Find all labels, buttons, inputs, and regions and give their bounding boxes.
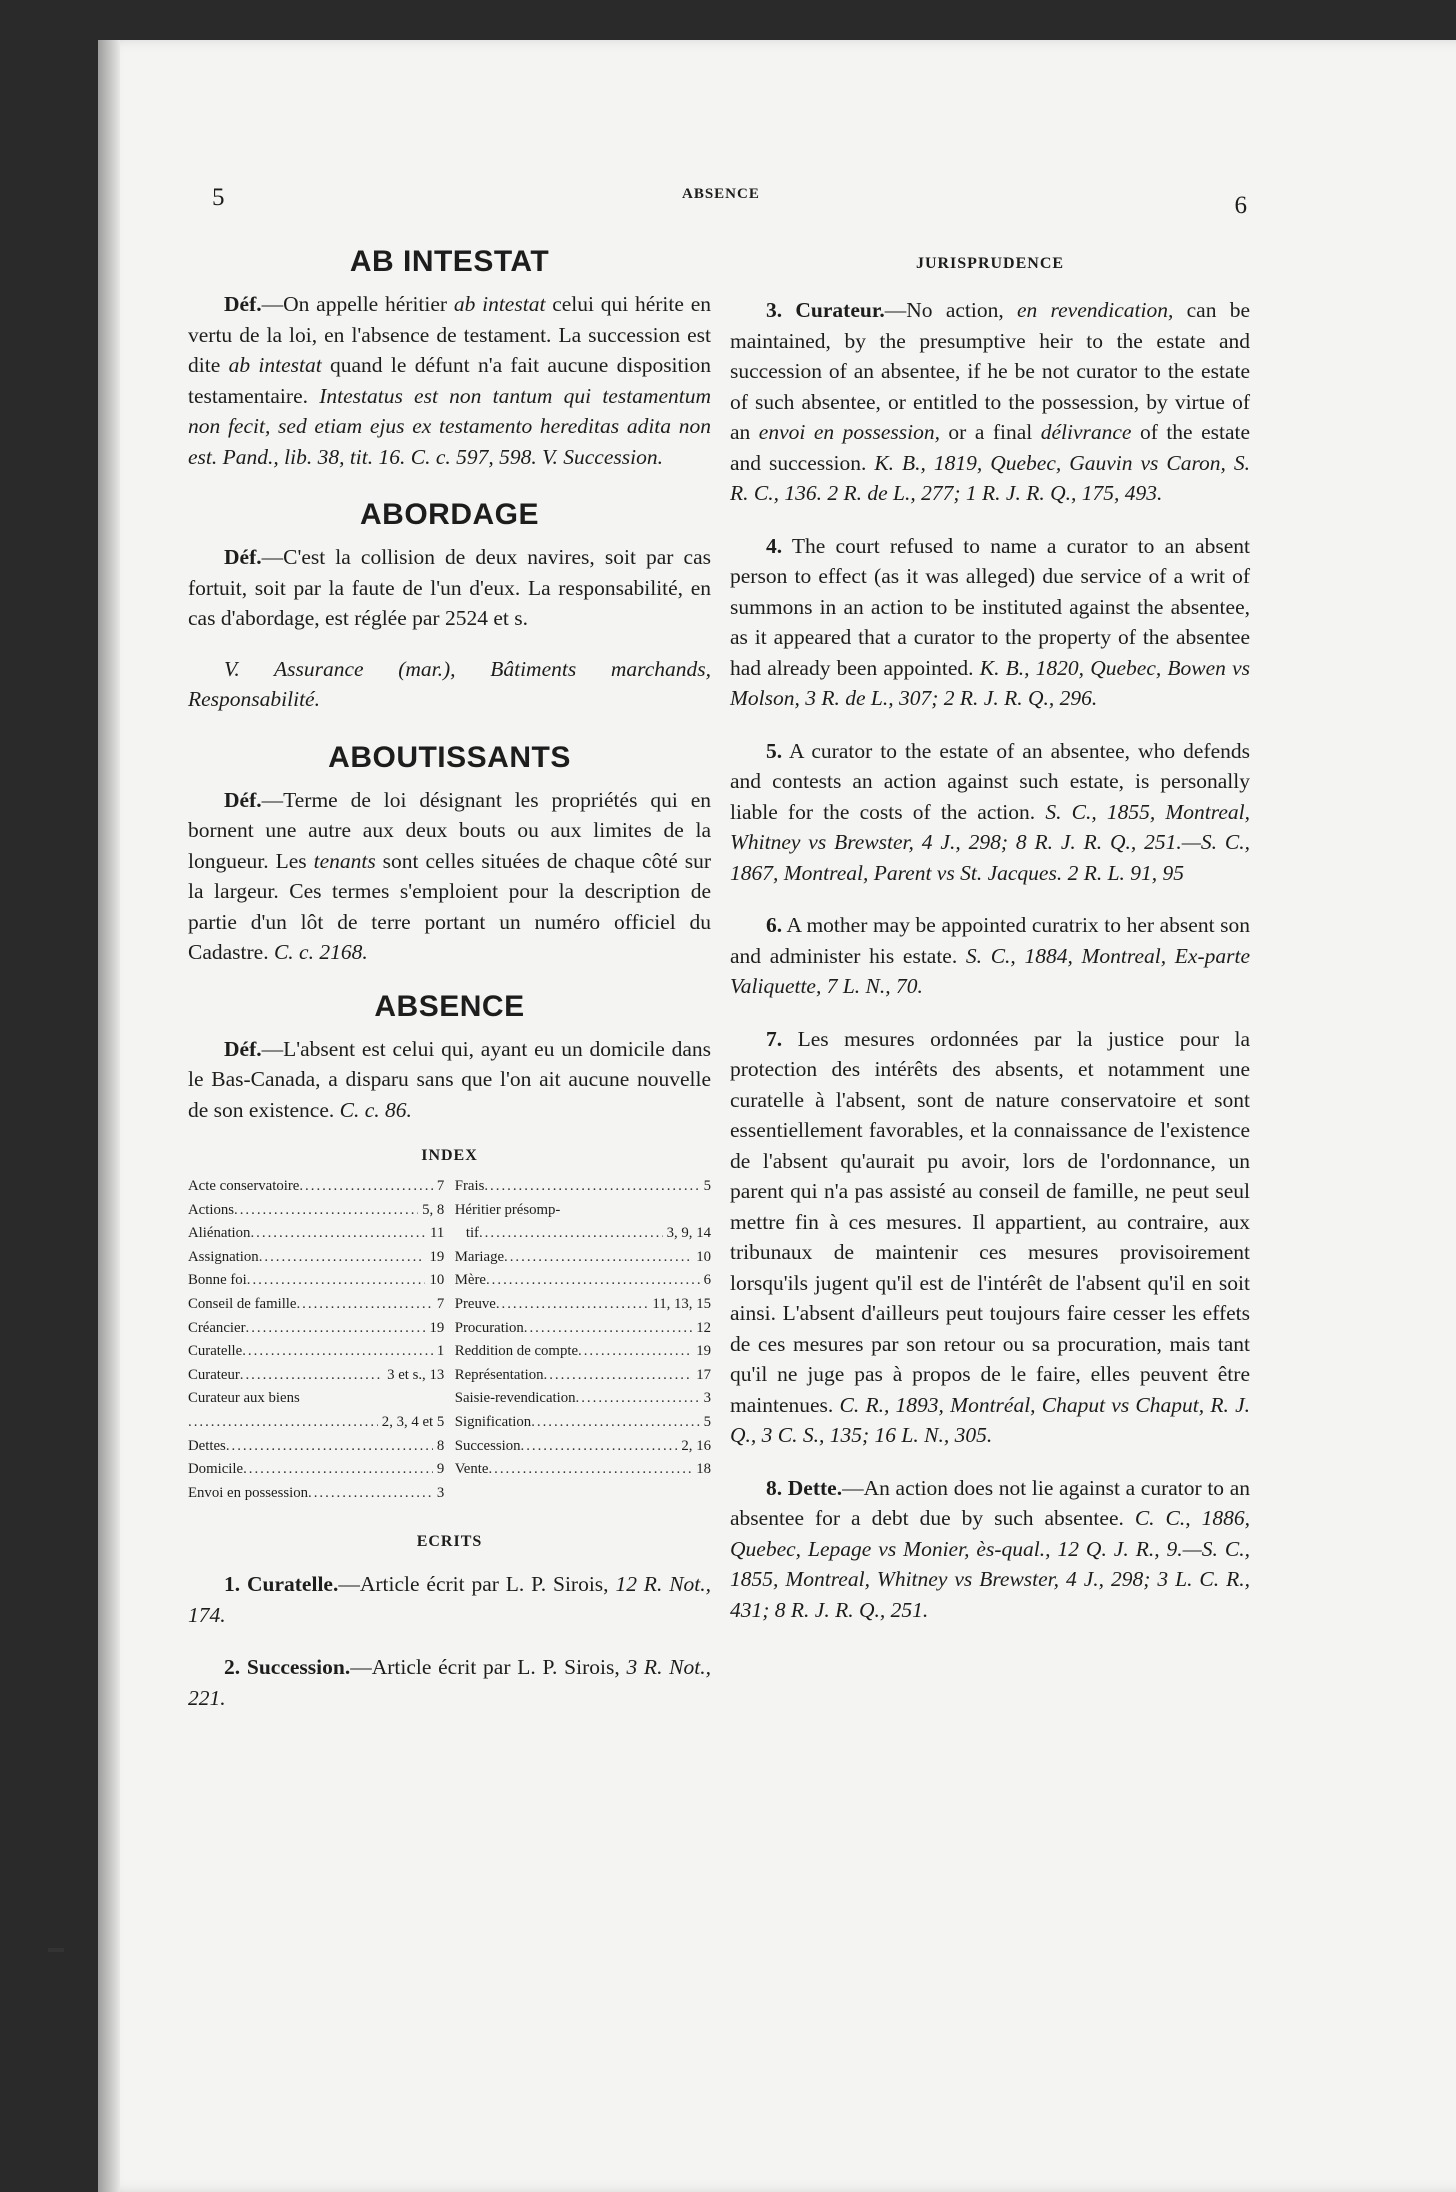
entry-title-absence: ABSENCE: [374, 989, 525, 1023]
def-label: Déf.: [224, 545, 262, 569]
index-leader-dots: [299, 1175, 433, 1199]
index-column-1: [188, 1175, 444, 1505]
entry-text: A curator to the estate of an absentee, who defends and contests an action against such estate, is personally liable for the costs of the action.: [730, 738, 1250, 824]
index-row: [188, 1458, 444, 1482]
entry-number: 6.: [766, 913, 783, 937]
page-header: [212, 174, 1247, 219]
ecrit-number: 2.: [224, 1655, 241, 1680]
ecrit-title: Succession.: [246, 1655, 351, 1680]
index-pages: 8: [436, 1437, 445, 1454]
right-column: [730, 235, 1250, 1647]
index-leader-dots: [504, 1246, 692, 1270]
index-leader-dots: [576, 1387, 700, 1411]
index-leader-dots: [259, 1246, 426, 1270]
jurisprudence-heading: JURISPRUDENCE: [915, 255, 1065, 272]
index-term: tif: [454, 1225, 479, 1242]
entry-text: Les mesures ordonnées par la justice pour la protection des intérêts des absents, et notamment une curatelle à l'absent, sont de nature conservatoire et sont essentiellement favorables, et la connaissance de l'existence de l'absent qu'aurait pu avoir, lors de l'ordonnance, un parent qui n'a pas assisté au conseil de famille, ne peut seul mettre fin à ces mesures. Il appartient, au contraire, aux tribunaux de maintenir ces mesures provisoirement lorsqu'ils jugent qu'il est de l'intérêt de l'absent qu'il en soit ainsi. L'absent d'ailleurs peut toujours faire cesser les effets de ces mesures par son retour ou sa procuration, mais tant qu'il ne juge pas à propos de le faire, elles peuvent être maintenues.: [730, 1026, 1250, 1417]
index-row: [188, 1482, 444, 1506]
entry-number: 5.: [766, 738, 783, 763]
index-row: [455, 1175, 711, 1199]
entry-keyword: Dette.: [787, 1475, 843, 1500]
index-pages: 12: [696, 1319, 711, 1336]
index-term: Preuve: [454, 1295, 496, 1312]
entry-text: can be maintained, by the presumptive heir to the estate and succession of an absentee, if he be not curator to the estate of such absentee, or entitled to the possession, by virtue of an: [730, 298, 1250, 444]
index-term: Procuration: [454, 1319, 524, 1336]
index-leader-dots: [250, 1222, 426, 1246]
index-row: [455, 1317, 711, 1341]
case-citation: K. B., 1820, Quebec, Bowen vs Molson, 3 R. de L., 307; 2 R. J. R. Q., 296.: [730, 655, 1251, 710]
page-number-left: 5: [212, 184, 225, 211]
index-leader-dots: [308, 1482, 433, 1506]
index-pages: 5: [703, 1178, 711, 1194]
index-leader-dots: [496, 1293, 649, 1317]
index-term: Aliénation: [188, 1225, 251, 1242]
def-text: —On appelle héritier: [261, 292, 454, 316]
entry-title-ab-intestat: AB INTESTAT: [349, 245, 550, 278]
index-term: Acte conservatoire: [188, 1178, 300, 1194]
code-reference: C. c. 86.: [339, 1097, 412, 1122]
see-also-abordage: V. Assurance (mar.), Bâtiments marchands, Responsabilité.: [188, 656, 711, 711]
code-reference: C. c. 2168.: [273, 940, 368, 964]
index-leader-dots: [544, 1364, 693, 1388]
index-column-2: [455, 1175, 711, 1505]
ecrits-heading: ECRITS: [416, 1533, 483, 1551]
definition-abordage: [188, 542, 711, 634]
index-row: [188, 1317, 444, 1341]
latin-citation: Intestatus est non tantum qui testamentum non fecit, sed etiam ejus ex testamento hereditas adita non est. Pand., lib. 38, tit. 16. C. c. 597, 598. V. Succession.: [188, 383, 711, 469]
index-pages: 2, 16: [681, 1437, 711, 1454]
def-label: Déf.: [224, 787, 262, 812]
index-term: Signification: [454, 1413, 532, 1430]
index-pages: 19: [696, 1343, 711, 1360]
index-pages: 7: [436, 1295, 445, 1312]
entry-number: 8.: [766, 1475, 783, 1500]
index-row: [188, 1411, 444, 1435]
index-pages: 11, 13, 15: [652, 1295, 711, 1312]
running-head: ABSENCE: [682, 186, 760, 202]
left-column: [188, 235, 711, 1735]
index-term: Vente: [454, 1461, 489, 1478]
index-pages: 18: [696, 1461, 711, 1478]
case-citation: K. B., 1819, Quebec, Gauvin vs Caron, S. R. C., 136. 2 R. de L., 277; 1 R. J. R. Q., 175, 493.: [730, 450, 1250, 505]
index-term: Saisie-revendication: [454, 1390, 576, 1407]
index-row: [188, 1175, 444, 1199]
case-entry-8: [730, 1473, 1250, 1626]
index-pages: 3 et s., 13: [387, 1366, 445, 1383]
entry-title-abordage: ABORDAGE: [359, 498, 539, 531]
page-gutter: [98, 40, 120, 2192]
index-pages: 19: [429, 1248, 445, 1265]
index-leader-dots: [188, 1411, 378, 1435]
index-term: Curatelle: [188, 1343, 243, 1360]
index-pages: 17: [696, 1366, 711, 1383]
index-pages: 5: [703, 1413, 711, 1430]
entry-italic: en revendication,: [1017, 298, 1174, 322]
def-text: —Terme de loi désignant les propriétés qui en bornent une autre aux deux bouts ou aux limites de la longueur. Les: [188, 787, 711, 873]
case-entry-5: [730, 736, 1250, 889]
index-row: [188, 1269, 444, 1293]
index-pages: 7: [436, 1178, 445, 1194]
index-table: [188, 1175, 711, 1505]
index-row: [188, 1222, 444, 1246]
def-text: —C'est la collision de deux navires, soit par cas fortuit, soit par la faute de l'un d'eux. La responsabilité, en cas d'abordage, est réglée par 2524 et s.: [188, 545, 711, 630]
case-entry-7: [730, 1024, 1250, 1451]
index-leader-dots: [243, 1458, 433, 1482]
index-row: [455, 1435, 711, 1459]
index-pages: 2, 3, 4 et 5: [381, 1413, 445, 1430]
case-entry-4: [730, 531, 1250, 714]
def-text: quand le défunt n'a fait aucune disposition testamentaire.: [188, 353, 711, 408]
index-leader-dots: [234, 1199, 418, 1223]
def-italic: ab intestat: [228, 353, 322, 377]
index-row: [455, 1364, 711, 1388]
index-term: Dettes: [188, 1437, 226, 1454]
ecrit-title: Curatelle.: [247, 1572, 339, 1597]
index-row: [188, 1293, 444, 1317]
index-term: Bonne foi: [188, 1272, 247, 1289]
index-pages: 10: [429, 1272, 445, 1289]
index-pages: 10: [696, 1248, 711, 1265]
index-pages: 5, 8: [422, 1201, 445, 1218]
index-pages: 19: [429, 1319, 445, 1336]
entry-text: or a final: [939, 420, 1041, 444]
index-leader-dots: [484, 1175, 699, 1199]
ecrit-reference: 12 R. Not., 174.: [188, 1572, 712, 1627]
index-pages: 9: [436, 1461, 445, 1478]
index-row: [455, 1269, 711, 1293]
index-row: [455, 1340, 711, 1364]
index-leader-dots: [296, 1293, 432, 1317]
index-row: [455, 1246, 711, 1270]
ecrit-item: [188, 1652, 711, 1713]
index-row: [188, 1199, 444, 1223]
entry-number: 4.: [766, 533, 783, 558]
page-number-right: 6: [1234, 192, 1247, 219]
index-pages: 1: [436, 1343, 445, 1360]
case-citation: C. C., 1886, Quebec, Lepage vs Monier, ès-qual., 12 Q. J. R., 9.—S. C., 1855, Montreal, Whitney vs Brewster, 4 J., 298; 3 L. C. R., 431; 8 R. J. R. Q., 251.: [730, 1506, 1250, 1622]
index-row: [188, 1340, 444, 1364]
index-pages: 3, 9, 14: [666, 1225, 711, 1242]
index-leader-dots: [578, 1340, 692, 1364]
def-text: celui qui hérite en vertu de la loi, en l'absence de testament. La succession est dite: [188, 292, 711, 377]
ecrit-text: —Article écrit par L. P. Sirois,: [338, 1572, 616, 1597]
index-heading: INDEX: [421, 1147, 478, 1164]
index-row: [455, 1387, 711, 1411]
index-leader-dots: [226, 1435, 433, 1459]
index-leader-dots: [524, 1317, 692, 1341]
index-pages: [440, 1387, 444, 1411]
index-leader-dots: [246, 1317, 426, 1341]
definition-absence: [188, 1034, 711, 1126]
case-citation: S. C., 1884, Montreal, Ex-parte Valiquette, 7 L. N., 70.: [730, 943, 1250, 998]
index-row: [188, 1246, 444, 1270]
index-pages: 3: [703, 1390, 711, 1407]
ecrit-number: 1.: [224, 1572, 241, 1597]
index-leader-dots: [479, 1222, 663, 1246]
ecrit-reference: 3 R. Not., 221.: [188, 1655, 711, 1710]
index-term: Reddition de compte: [454, 1343, 579, 1360]
index-row: [188, 1364, 444, 1388]
index-term: Frais: [454, 1178, 485, 1194]
index-leader-dots: [486, 1269, 700, 1293]
index-term: Curateur: [188, 1366, 240, 1383]
scan-mark: [48, 1948, 64, 1952]
index-term: Mariage: [454, 1248, 505, 1265]
index-term: Succession: [454, 1437, 521, 1454]
entry-text: The court refused to name a curator to an absent person to effect (as it was alleged) due service of a writ of summons in an action to be instituted against the absentee, as it appeared that a curator to the property of the absentee had already been appointed.: [730, 533, 1250, 680]
def-italic: ab intestat: [453, 292, 546, 316]
def-label: Déf.: [224, 292, 262, 316]
index-leader-dots: [240, 1364, 383, 1388]
index-term: Créancier: [188, 1319, 246, 1336]
index-term: Domicile: [188, 1461, 244, 1478]
case-entry-6: [730, 910, 1250, 1002]
definition-ab-intestat: [188, 289, 711, 472]
index-term: Conseil de famille: [188, 1295, 297, 1312]
entry-text: A mother may be appointed curatrix to her absent son and administer his estate.: [730, 913, 1250, 968]
index-leader-dots: [521, 1435, 678, 1459]
index-leader-dots: [247, 1269, 426, 1293]
index-leader-dots: [488, 1458, 692, 1482]
entry-italic: envoi en possession,: [758, 420, 940, 444]
index-pages: 11: [430, 1225, 445, 1242]
def-label: Déf.: [224, 1036, 262, 1061]
definition-aboutissants: [188, 785, 711, 968]
index-row: [188, 1435, 444, 1459]
index-leader-dots: [242, 1340, 433, 1364]
index-term: Représentation: [454, 1366, 544, 1383]
case-entry-3: [730, 295, 1250, 509]
entry-number: 3.: [766, 298, 783, 322]
index-leader-dots: [531, 1411, 699, 1435]
index-row: [455, 1293, 711, 1317]
entry-text: —An action does not lie against a curator to an absentee for a debt due by such absentee.: [730, 1475, 1250, 1530]
def-italic: tenants: [313, 848, 376, 873]
case-citation: C. R., 1893, Montréal, Chaput vs Chaput, R. J. Q., 3 C. S., 135; 16 L. N., 305.: [730, 1392, 1250, 1447]
ecrits-list: [188, 1569, 711, 1713]
index-row: [455, 1411, 711, 1435]
entry-text: of the estate and succession.: [730, 420, 1251, 475]
case-citation: S. C., 1855, Montreal, Whitney vs Brewster, 4 J., 298; 8 R. J. R. Q., 251.—S. C., 1867, Montreal, Parent vs St. Jacques. 2 R. L. 91, 95: [730, 799, 1250, 885]
index-row: [455, 1222, 711, 1246]
index-term: Envoi en possession: [188, 1484, 309, 1501]
def-text: —L'absent est celui qui, ayant eu un domicile dans le Bas-Canada, a disparu sans que l'on ait aucune nouvelle de son existence.: [188, 1036, 711, 1122]
entry-italic: délivrance: [1040, 420, 1132, 444]
index-term: Assignation: [188, 1248, 259, 1265]
index-row: [455, 1458, 711, 1482]
index-pages: 3: [436, 1484, 445, 1501]
index-term: Curateur aux biens: [188, 1390, 300, 1407]
ecrit-item: [188, 1569, 711, 1630]
index-row: [188, 1387, 444, 1411]
entry-text: —No action,: [884, 298, 1017, 322]
index-term: Héritier présomp-: [454, 1201, 561, 1218]
index-pages: [707, 1199, 711, 1223]
entry-number: 7.: [766, 1026, 783, 1051]
ecrit-text: —Article écrit par L. P. Sirois,: [350, 1655, 627, 1680]
index-row: [455, 1199, 711, 1223]
entry-title-aboutissants: ABOUTISSANTS: [328, 740, 571, 774]
entry-keyword: Curateur.: [795, 298, 885, 322]
def-text: sont celles situées de chaque côté sur la largeur. Ces termes s'emploient pour la description de partie d'un lôt de terre portant un numéro officiel du Cadastre.: [188, 848, 711, 964]
index-term: Mère: [454, 1272, 486, 1289]
index-pages: 6: [703, 1272, 711, 1289]
index-term: Actions: [188, 1201, 235, 1218]
